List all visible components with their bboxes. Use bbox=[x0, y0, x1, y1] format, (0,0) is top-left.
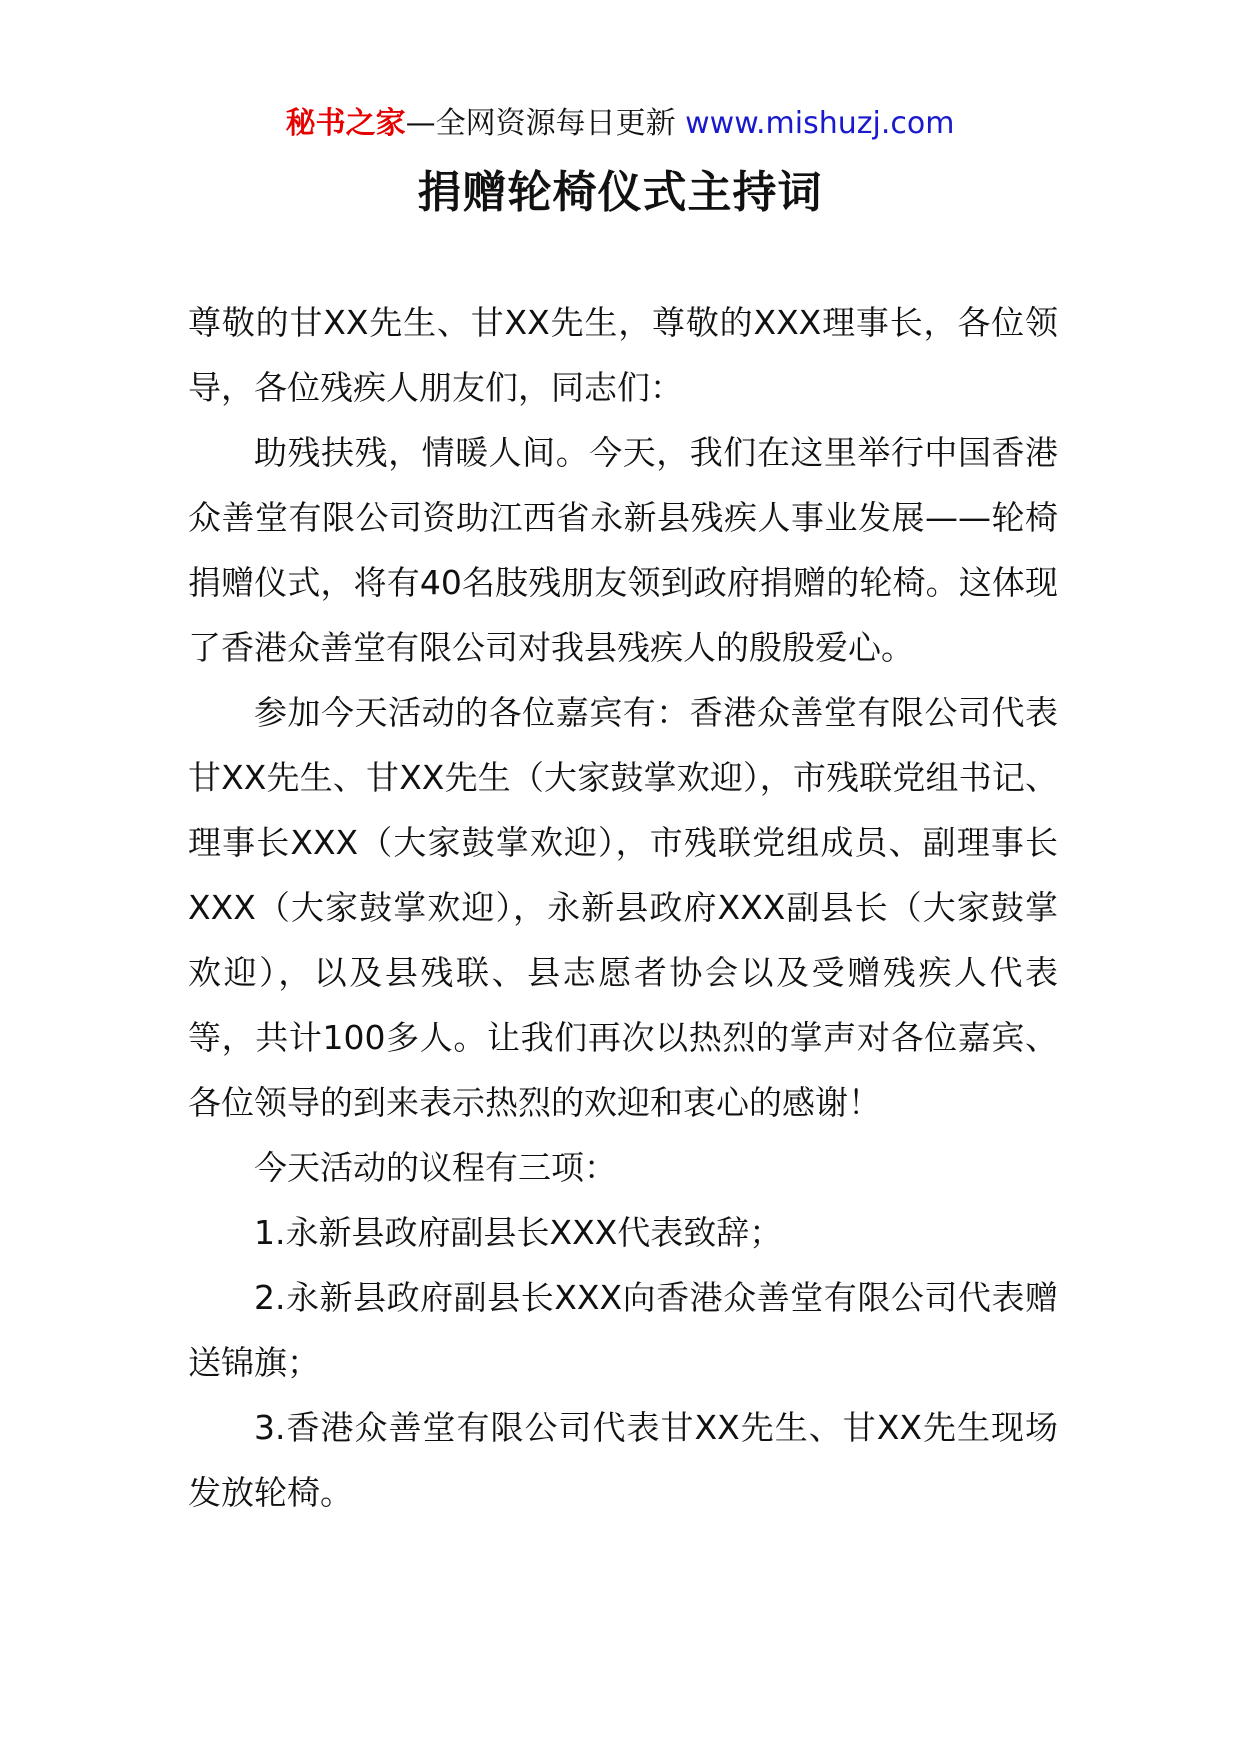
salutation-paragraph: 尊敬的甘XX先生、甘XX先生，尊敬的XXX理事长，各位领导，各位残疾人朋友们，同志们： bbox=[188, 303, 1058, 407]
intro-paragraph: 助残扶残，情暖人间。今天，我们在这里举行中国香港众善堂有限公司资助江西省永新县残疾人事业发展——轮椅捐赠仪式，将有40名肢残朋友领到政府捐赠的轮椅。这体现了香港众善堂有限公司对我县残疾人的殷殷爱心。 bbox=[188, 433, 1058, 667]
site-banner bbox=[0, 100, 1240, 148]
site-url-link[interactable]: www.mishuzj.com bbox=[685, 106, 955, 141]
document-body bbox=[188, 290, 1058, 1525]
agenda-item-3: 3.香港众善堂有限公司代表甘XX先生、甘XX先生现场发放轮椅。 bbox=[188, 1408, 1058, 1512]
site-tagline: —全网资源每日更新 bbox=[405, 106, 686, 141]
site-brand: 秘书之家 bbox=[285, 106, 406, 141]
agenda-heading: 今天活动的议程有三项： bbox=[254, 1148, 617, 1187]
agenda-item-2: 2.永新县政府副县长XXX向香港众善堂有限公司代表赠送锦旗； bbox=[188, 1278, 1058, 1382]
guests-paragraph: 参加今天活动的各位嘉宾有：香港众善堂有限公司代表甘XX先生、甘XX先生（大家鼓掌欢迎），市残联党组书记、理事长XXX（大家鼓掌欢迎），市残联党组成员、副理事长XXX（大家鼓掌欢迎），永新县政府XXX副县长（大家鼓掌欢迎），以及县残联、县志愿者协会以及受赠残疾人代表等，共计100多人。让我们再次以热烈的掌声对各位嘉宾、各位领导的到来表示热烈的欢迎和衷心的感谢！ bbox=[188, 693, 1058, 1122]
agenda-item-1: 1.永新县政府副县长XXX代表致辞； bbox=[254, 1213, 783, 1252]
document-title: 捐赠轮椅仪式主持词 bbox=[417, 167, 823, 218]
